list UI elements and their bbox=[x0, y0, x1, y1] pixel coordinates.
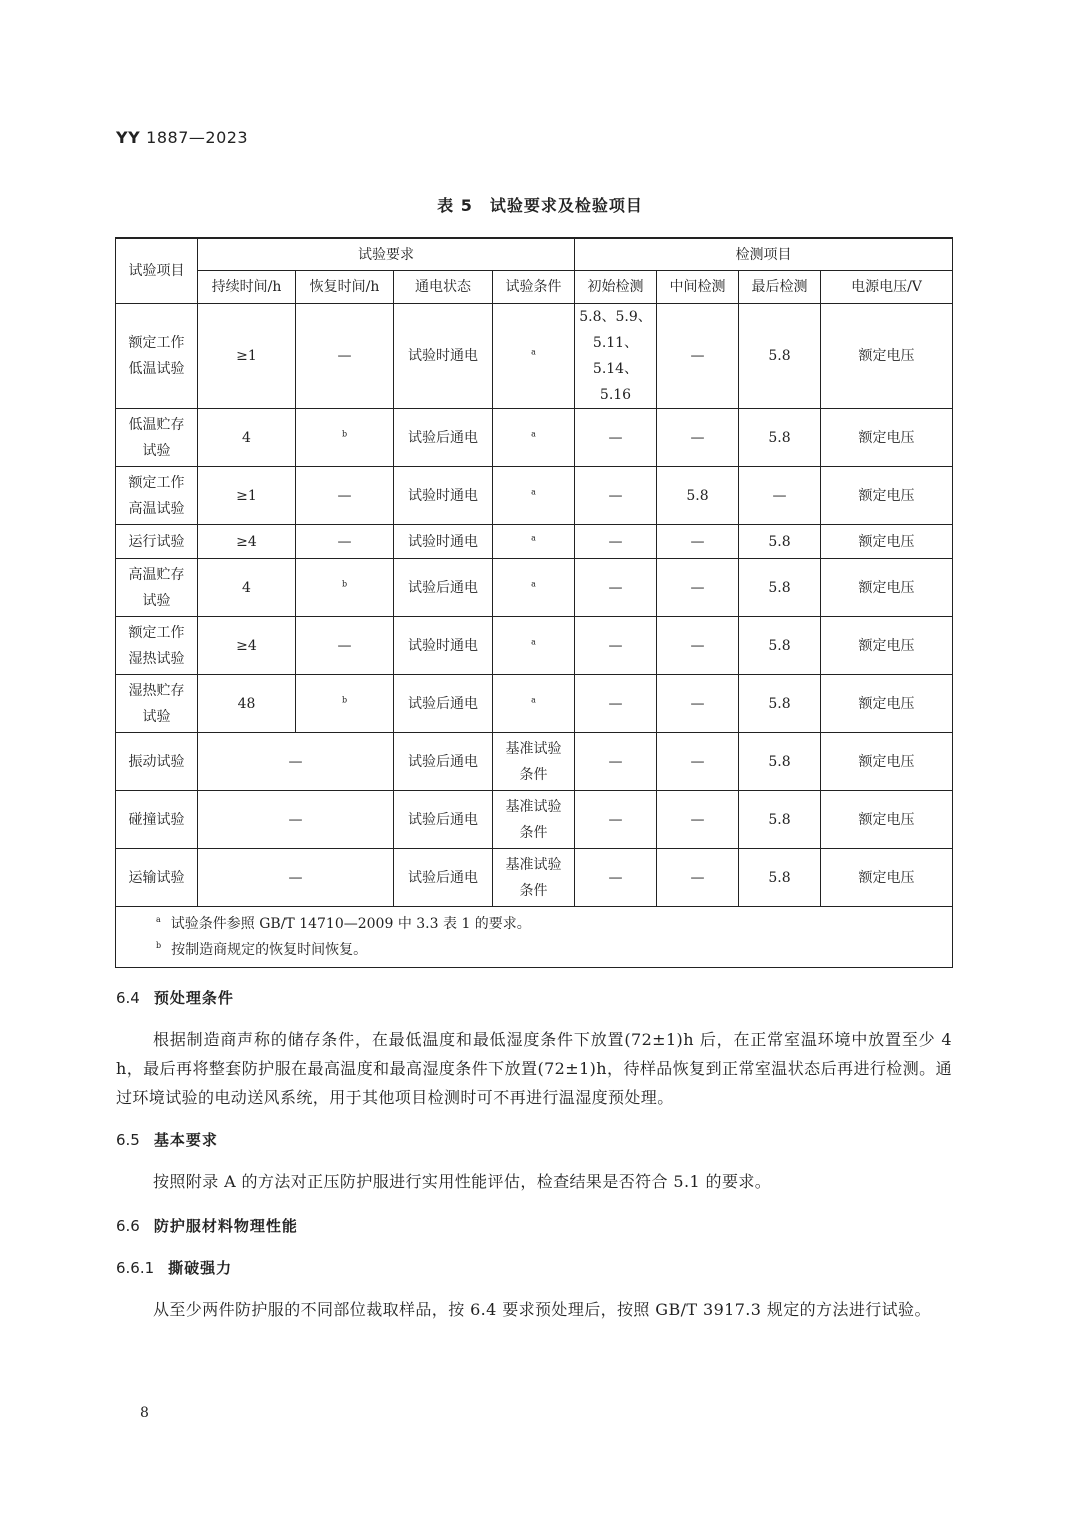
condition-cell bbox=[493, 617, 575, 675]
duration-cell: 4 bbox=[198, 559, 296, 617]
table-title: 表 5 试验要求及检验项目 bbox=[437, 196, 643, 215]
row-test-name: 额定工作 低温试验 bbox=[116, 304, 198, 409]
duration-cell: ≥1 bbox=[198, 467, 296, 525]
footnote-mark-a: a bbox=[531, 486, 536, 496]
duration-recovery-cell: — bbox=[198, 733, 394, 791]
power-cell: 试验后通电 bbox=[394, 733, 493, 791]
standard-number: 1887—2023 bbox=[146, 128, 249, 147]
note-a: $^a$ 试验条件参照 GB/T 14710—2009 中 3.3 表 1 的要求。 bbox=[156, 915, 531, 932]
final-check-cell: 5.8 bbox=[739, 675, 821, 733]
paragraph-basic-requirements: 按照附录 A 的方法对正压防护服进行实用性能评估，检查结果是否符合 5.1 的要求。 bbox=[153, 1172, 772, 1191]
initial-check-cell: — bbox=[575, 675, 657, 733]
section-heading-6-6-1: 6.6.1 撕破强力 bbox=[116, 1259, 233, 1277]
initial-check-cell: — bbox=[575, 849, 657, 907]
power-cell: 试验后通电 bbox=[394, 849, 493, 907]
col-recovery: 恢复时间/h bbox=[296, 271, 394, 304]
footnote-mark-a: a bbox=[531, 694, 536, 704]
table-row bbox=[116, 733, 953, 791]
table-notes bbox=[116, 907, 953, 968]
initial-check-cell: 5.8、5.9、 5.11、5.14、 5.16 bbox=[575, 304, 657, 409]
middle-check-cell: — bbox=[657, 559, 739, 617]
final-check-cell: — bbox=[739, 467, 821, 525]
condition-cell: 基准试验 条件 bbox=[493, 849, 575, 907]
row-test-name: 低温贮存 试验 bbox=[116, 409, 198, 467]
power-cell: 试验时通电 bbox=[394, 304, 493, 409]
row-test-name: 高温贮存 试验 bbox=[116, 559, 198, 617]
col-power-state: 通电状态 bbox=[394, 271, 493, 304]
power-cell: 试验后通电 bbox=[394, 409, 493, 467]
row-test-name: 振动试验 bbox=[116, 733, 198, 791]
table-row bbox=[116, 675, 953, 733]
final-check-cell: 5.8 bbox=[739, 733, 821, 791]
table-row bbox=[116, 525, 953, 559]
col-test-item: 试验项目 bbox=[116, 238, 198, 304]
table-row bbox=[116, 409, 953, 467]
condition-cell bbox=[493, 304, 575, 409]
test-requirements-table bbox=[115, 237, 953, 968]
paragraph-pretreatment: 根据制造商声称的储存条件，在最低温度和最低湿度条件下放置(72±1)h 后，在正常室温环境中放置至少 4 h，最后再将整套防护服在最高温度和最高湿度条件下放置(72±1)h，待样品恢复到正常室温状态后再进行检测。通过环境试验的电动送风系统，用于其他项目检测时可不再进行温湿度预处理。 bbox=[116, 1030, 952, 1107]
voltage-cell: 额定电压 bbox=[821, 849, 953, 907]
recovery-cell: — bbox=[296, 617, 394, 675]
middle-check-cell: — bbox=[657, 849, 739, 907]
voltage-cell: 额定电压 bbox=[821, 409, 953, 467]
voltage-cell: 额定电压 bbox=[821, 467, 953, 525]
power-cell: 试验后通电 bbox=[394, 675, 493, 733]
duration-cell: ≥1 bbox=[198, 304, 296, 409]
group-requirements: 试验要求 bbox=[198, 238, 575, 271]
footnote-mark-a: a bbox=[531, 636, 536, 646]
condition-cell bbox=[493, 559, 575, 617]
footnote-mark-a: a bbox=[531, 532, 536, 542]
col-final-check: 最后检测 bbox=[739, 271, 821, 304]
power-cell: 试验后通电 bbox=[394, 791, 493, 849]
final-check-cell: 5.8 bbox=[739, 791, 821, 849]
row-test-name: 碰撞试验 bbox=[116, 791, 198, 849]
initial-check-cell: — bbox=[575, 733, 657, 791]
paragraph-tear-strength: 从至少两件防护服的不同部位裁取样品，按 6.4 要求预处理后，按照 GB/T 3917.3 规定的方法进行试验。 bbox=[153, 1300, 931, 1319]
section-heading-6-5: 6.5 基本要求 bbox=[116, 1131, 218, 1149]
initial-check-cell: — bbox=[575, 467, 657, 525]
table-row bbox=[116, 791, 953, 849]
table-notes-row bbox=[116, 907, 953, 968]
final-check-cell: 5.8 bbox=[739, 849, 821, 907]
recovery-cell: — bbox=[296, 304, 394, 409]
duration-cell: ≥4 bbox=[198, 617, 296, 675]
middle-check-cell: — bbox=[657, 617, 739, 675]
recovery-cell bbox=[296, 409, 394, 467]
condition-cell bbox=[493, 409, 575, 467]
middle-check-cell: — bbox=[657, 675, 739, 733]
table-row bbox=[116, 559, 953, 617]
condition-cell: 基准试验 条件 bbox=[493, 733, 575, 791]
footnote-mark-b: b bbox=[341, 694, 348, 704]
duration-cell: 48 bbox=[198, 675, 296, 733]
voltage-cell: 额定电压 bbox=[821, 617, 953, 675]
footnote-mark-a: a bbox=[531, 428, 536, 438]
footnote-mark-a: a bbox=[531, 347, 536, 357]
voltage-cell: 额定电压 bbox=[821, 791, 953, 849]
row-test-name: 运行试验 bbox=[116, 525, 198, 559]
col-initial-check: 初始检测 bbox=[575, 271, 657, 304]
middle-check-cell: — bbox=[657, 409, 739, 467]
final-check-cell: 5.8 bbox=[739, 525, 821, 559]
final-check-cell: 5.8 bbox=[739, 304, 821, 409]
recovery-cell bbox=[296, 559, 394, 617]
final-check-cell: 5.8 bbox=[739, 559, 821, 617]
condition-cell bbox=[493, 525, 575, 559]
power-cell: 试验时通电 bbox=[394, 617, 493, 675]
section-heading-6-4: 6.4 预处理条件 bbox=[116, 989, 234, 1007]
initial-check-cell: — bbox=[575, 525, 657, 559]
duration-cell: ≥4 bbox=[198, 525, 296, 559]
recovery-cell: — bbox=[296, 525, 394, 559]
col-voltage: 电源电压/V bbox=[821, 271, 953, 304]
power-cell: 试验时通电 bbox=[394, 525, 493, 559]
col-duration: 持续时间/h bbox=[198, 271, 296, 304]
table-row bbox=[116, 467, 953, 525]
initial-check-cell: — bbox=[575, 559, 657, 617]
standard-code: YY bbox=[116, 128, 141, 147]
row-test-name: 额定工作 高温试验 bbox=[116, 467, 198, 525]
voltage-cell: 额定电压 bbox=[821, 304, 953, 409]
middle-check-cell: — bbox=[657, 304, 739, 409]
recovery-cell: — bbox=[296, 467, 394, 525]
voltage-cell: 额定电压 bbox=[821, 559, 953, 617]
initial-check-cell: — bbox=[575, 791, 657, 849]
duration-recovery-cell: — bbox=[198, 849, 394, 907]
middle-check-cell: — bbox=[657, 525, 739, 559]
voltage-cell: 额定电压 bbox=[821, 733, 953, 791]
note-b: $^b$ 按制造商规定的恢复时间恢复。 bbox=[156, 941, 368, 958]
middle-check-cell: — bbox=[657, 733, 739, 791]
final-check-cell: 5.8 bbox=[739, 409, 821, 467]
header-row-2 bbox=[116, 271, 953, 304]
row-test-name: 额定工作 湿热试验 bbox=[116, 617, 198, 675]
voltage-cell: 额定电压 bbox=[821, 675, 953, 733]
col-middle-check: 中间检测 bbox=[657, 271, 739, 304]
col-test-condition: 试验条件 bbox=[493, 271, 575, 304]
condition-cell bbox=[493, 675, 575, 733]
footnote-mark-a: a bbox=[531, 578, 536, 588]
final-check-cell: 5.8 bbox=[739, 617, 821, 675]
middle-check-cell: 5.8 bbox=[657, 467, 739, 525]
table-row bbox=[116, 617, 953, 675]
header-row-1 bbox=[116, 238, 953, 271]
condition-cell: 基准试验 条件 bbox=[493, 791, 575, 849]
page-number: 8 bbox=[140, 1405, 149, 1421]
middle-check-cell: — bbox=[657, 791, 739, 849]
initial-check-cell: — bbox=[575, 617, 657, 675]
row-test-name: 湿热贮存 试验 bbox=[116, 675, 198, 733]
power-cell: 试验时通电 bbox=[394, 467, 493, 525]
condition-cell bbox=[493, 467, 575, 525]
initial-check-cell: — bbox=[575, 409, 657, 467]
voltage-cell: 额定电压 bbox=[821, 525, 953, 559]
table-row bbox=[116, 304, 953, 409]
recovery-cell bbox=[296, 675, 394, 733]
table-row bbox=[116, 849, 953, 907]
row-test-name: 运输试验 bbox=[116, 849, 198, 907]
footnote-mark-b: b bbox=[341, 428, 348, 438]
standard-header bbox=[116, 128, 248, 147]
duration-recovery-cell: — bbox=[198, 791, 394, 849]
duration-cell: 4 bbox=[198, 409, 296, 467]
section-heading-6-6: 6.6 防护服材料物理性能 bbox=[116, 1217, 298, 1235]
group-inspection: 检测项目 bbox=[575, 238, 953, 271]
footnote-mark-b: b bbox=[341, 578, 348, 588]
power-cell: 试验后通电 bbox=[394, 559, 493, 617]
